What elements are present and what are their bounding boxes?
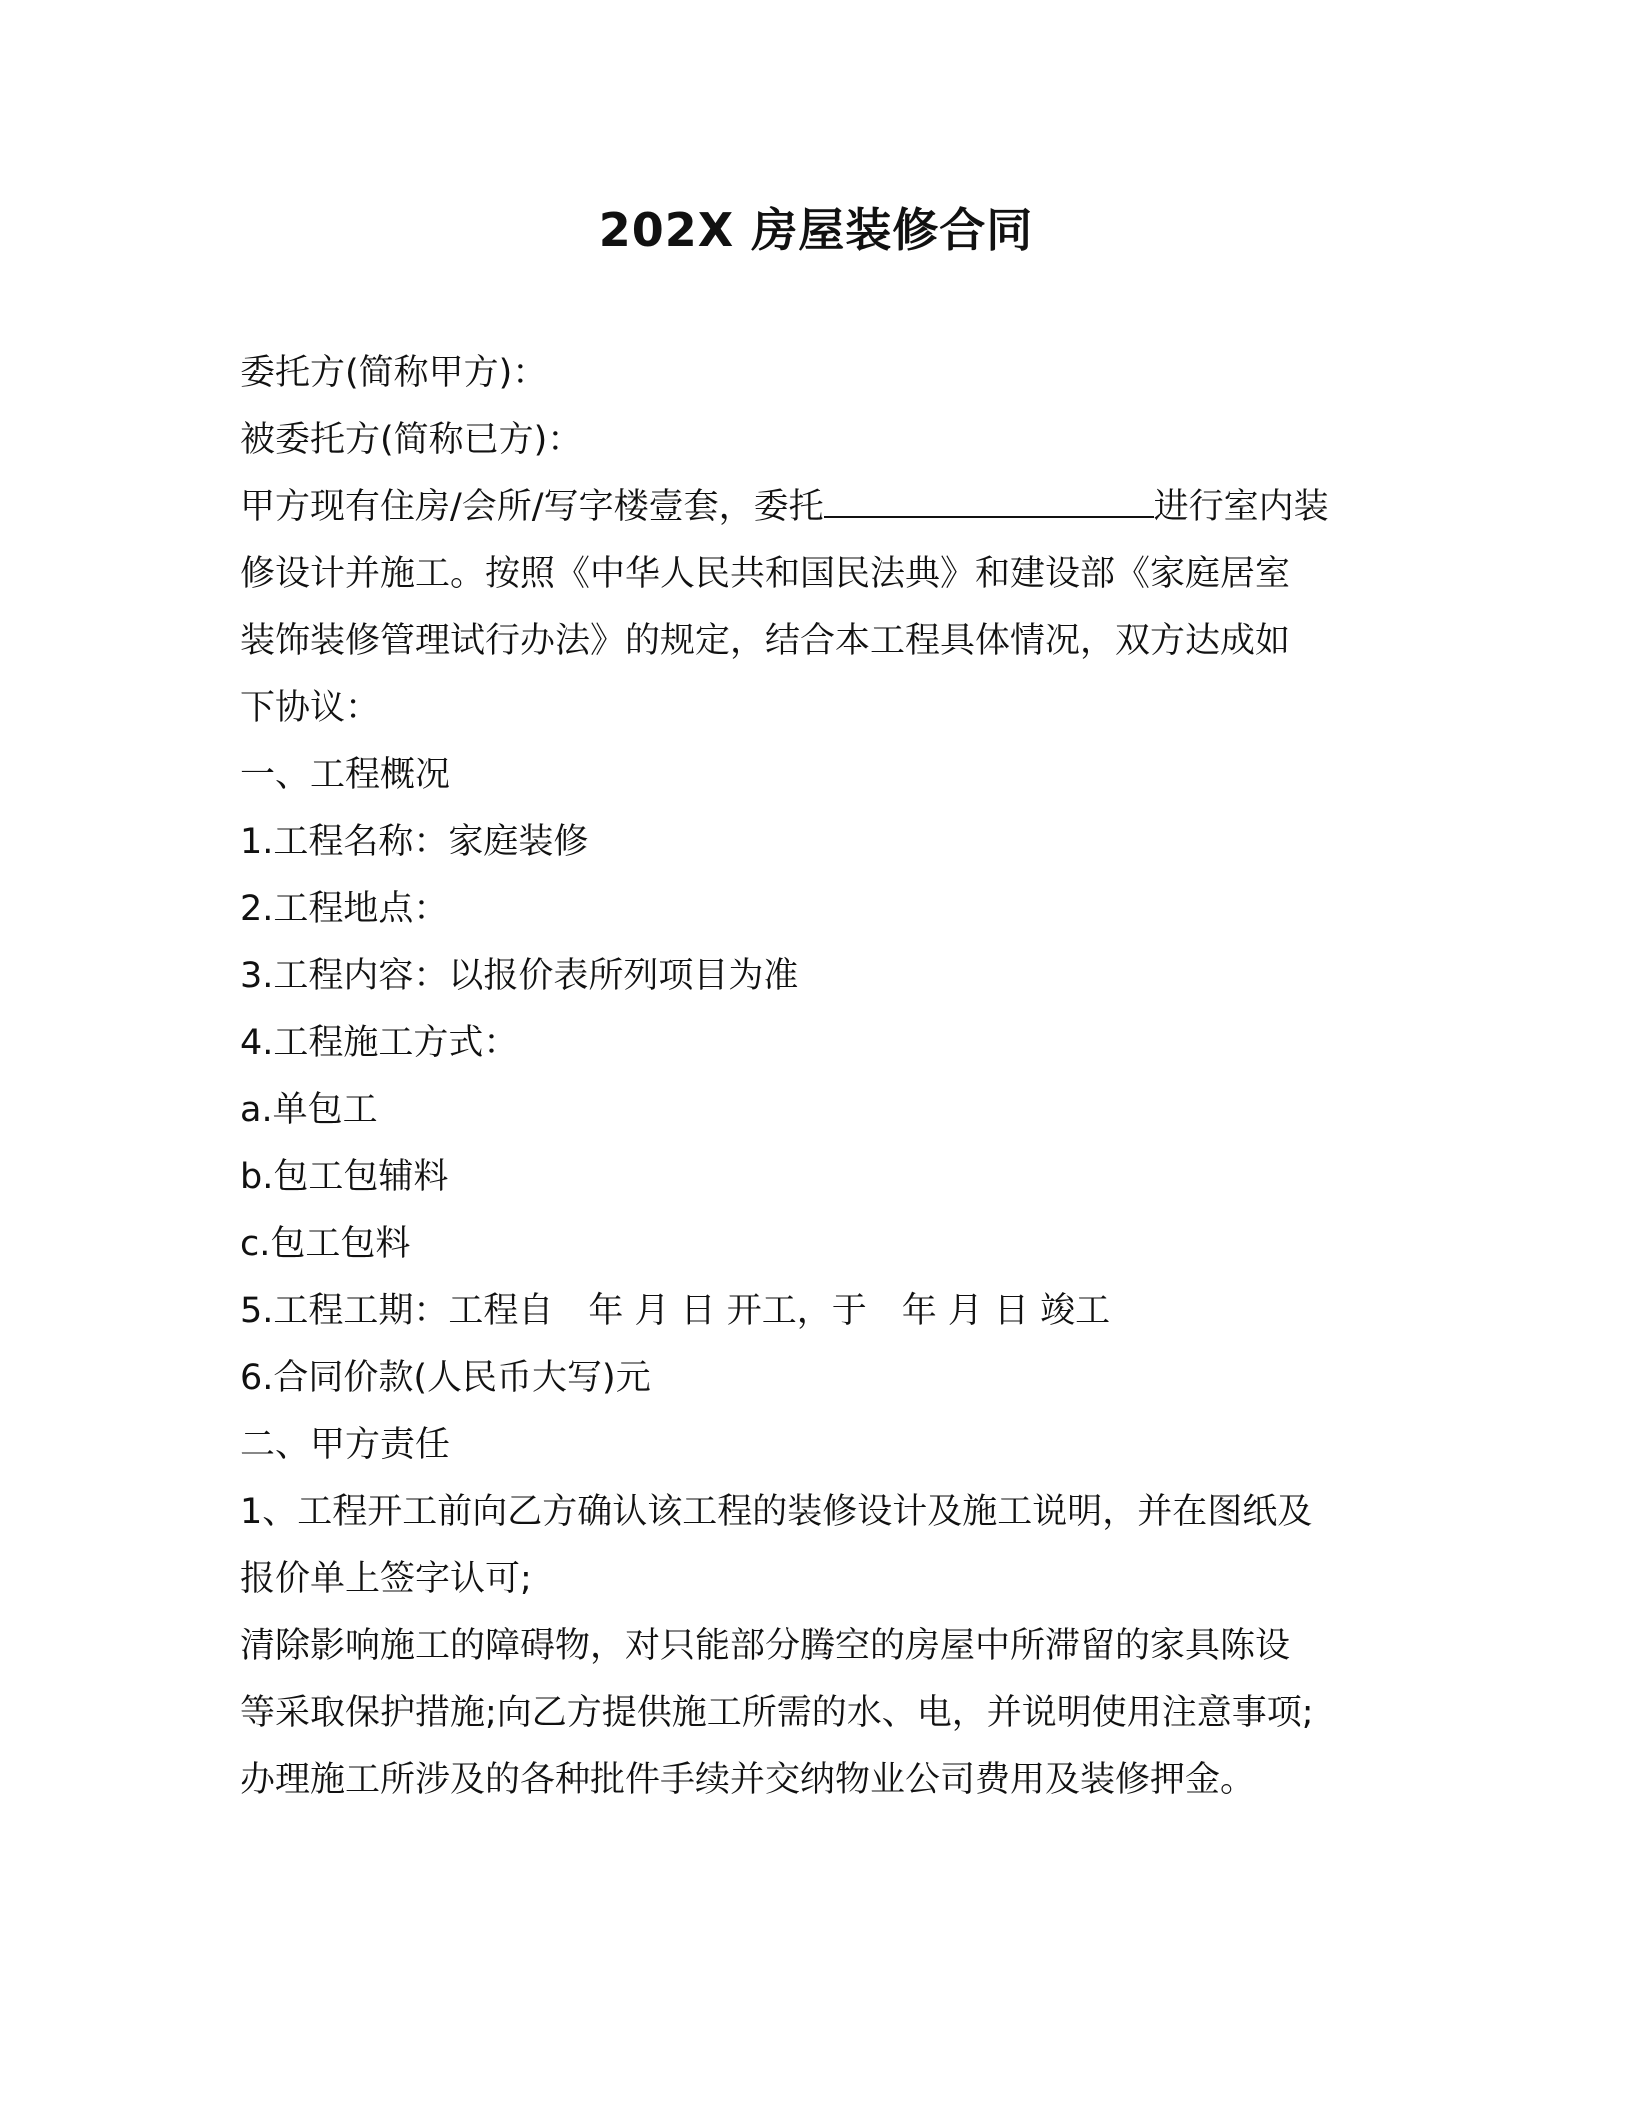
clause-item: 5.工程工期：工程自 年 月 日 开工，于 年 月 日 竣工 — [240, 1291, 1111, 1331]
clause-item: 6.合同价款(人民币大写)元 — [240, 1358, 651, 1398]
option-item: a.单包工 — [240, 1090, 378, 1130]
entrust-suffix: 进行室内装 — [1153, 487, 1329, 527]
entrust-line — [240, 474, 1410, 541]
paragraph-line: 办理施工所涉及的各种批件手续并交纳物业公司费用及装修押金。 — [240, 1760, 1256, 1800]
paragraph-line: 清除影响施工的障碍物，对只能部分腾空的房屋中所滞留的家具陈设 — [240, 1626, 1291, 1666]
clause-item: 3.工程内容：以报价表所列项目为准 — [240, 956, 799, 996]
paragraph-line: 报价单上签字认可; — [240, 1559, 532, 1599]
document-title: 202X 房屋装修合同 — [598, 203, 1034, 257]
paragraph-line: 装饰装修管理试行办法》的规定，结合本工程具体情况，双方达成如 — [240, 621, 1291, 661]
party-b-line: 被委托方(简称已方)： — [240, 420, 583, 460]
paragraph-line: 1、工程开工前向乙方确认该工程的装修设计及施工说明，并在图纸及 — [240, 1492, 1313, 1532]
paragraph-line: 等采取保护措施;向乙方提供施工所需的水、电，并说明使用注意事项; — [240, 1693, 1314, 1733]
clause-item: 4.工程施工方式： — [240, 1023, 519, 1063]
section-heading: 一、工程概况 — [240, 755, 451, 795]
contractor-blank — [824, 486, 1154, 518]
paragraph-line: 修设计并施工。按照《中华人民共和国民法典》和建设部《家庭居室 — [240, 554, 1291, 594]
option-item: b.包工包辅料 — [240, 1157, 449, 1197]
party-a-line: 委托方(简称甲方)： — [240, 353, 548, 393]
document-body — [240, 340, 1410, 1814]
clause-item: 2.工程地点： — [240, 889, 449, 929]
entrust-prefix: 甲方现有住房/会所/写字楼壹套，委托 — [240, 487, 824, 527]
option-item: c.包工包料 — [240, 1224, 411, 1264]
section-heading: 二、甲方责任 — [240, 1425, 451, 1465]
paragraph-line: 下协议： — [240, 688, 381, 728]
clause-item: 1.工程名称：家庭装修 — [240, 822, 589, 862]
